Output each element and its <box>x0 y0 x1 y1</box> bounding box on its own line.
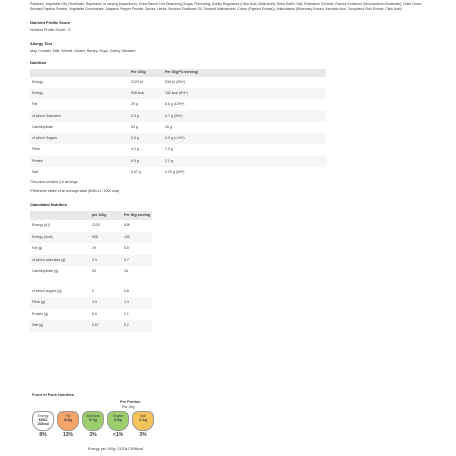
table-cell: Energy <box>30 88 129 99</box>
table-cell: 0.9 g (<1%*) <box>163 133 326 144</box>
fop-label: Saturates <box>85 414 101 418</box>
table-cell: of which Saturates <box>30 110 129 121</box>
table-cell: 508 <box>90 232 122 244</box>
table-row <box>30 122 326 133</box>
front-of-pack-panel <box>32 392 222 456</box>
table-cell: 0.67 <box>90 320 122 332</box>
table-row <box>30 286 152 298</box>
table-cell: 508 kcal <box>129 88 163 99</box>
table-cell: 1.3 <box>122 297 152 309</box>
table-cell: Energy <box>32 79 44 84</box>
fop-value: 0.6g <box>114 418 122 422</box>
table-cell: Fat (g) <box>32 246 43 251</box>
fop-label: Salt <box>140 414 146 418</box>
table-row <box>30 220 152 232</box>
table-cell: Fibre (g) <box>30 297 90 309</box>
product-info-page <box>30 2 432 332</box>
table-cell: Fibre <box>32 147 40 152</box>
fop-value: 8.8g <box>64 418 72 422</box>
front-of-pack-heading: Front of Pack Nutrition <box>32 392 75 397</box>
table-cell: 152 kcal (8%*) <box>163 88 326 99</box>
table-cell: of which Sugars <box>30 133 129 144</box>
nutrition-col-header: Per 100g <box>129 69 163 77</box>
table-cell: 4.3 <box>90 297 122 309</box>
allergy-heading: Allergy Text <box>30 40 52 46</box>
table-cell: 152 <box>122 232 152 244</box>
table-cell: 29 <box>92 246 96 251</box>
table-row <box>30 309 152 321</box>
table-cell: 1.3 g <box>165 147 173 152</box>
ingredients-text: Potatoes, Vegetable Oils (Sunflower, Rapeseed, in varying proportions), Extra Flamin' Hot Seasoning (Sugar, Flavouring, Acidity Regulators (Citric Acid, Malic Acid), Dried Garlic, Salt, Potassium Chloride, Flavour Enhancer (Monosodium Glutamate), Dried Onion, Smoked Paprika Powder, Vegetable Concentrate, Jalapeno Pepper Powder, Spices, Herbs, Smoked Sunflower Oil, Smoked Maltodextrin, Colour (Paprika Extract)), Antioxidants (Rosemary Extract, Ascorbic Acid, Tocopherol Rich Extract, Citric Acid). <box>30 2 423 11</box>
table-cell: 6.9 <box>92 311 97 316</box>
fop-value: 636kJ 152kcal <box>37 418 49 426</box>
table-cell: 0.7 <box>122 255 152 267</box>
table-cell: 0.7 g (3%*) <box>163 110 326 121</box>
calc-col-header: Per 30g serving <box>122 211 152 220</box>
fop-label: Sugars <box>112 414 124 418</box>
table-cell: 636 kJ (8%*) <box>165 79 186 84</box>
table-row <box>30 133 326 144</box>
calculated-table <box>30 211 152 332</box>
fop-value: 0.2g <box>139 418 147 422</box>
table-cell: Salt (g) <box>30 320 90 332</box>
fop-label: Energy <box>37 414 49 418</box>
fop-pct: 13% <box>57 432 79 438</box>
nutrient-profile-heading: Nutrient Profile Score <box>30 19 70 25</box>
table-row <box>30 255 152 267</box>
table-cell: 29 g <box>131 102 138 107</box>
table-cell: 6.9 g <box>129 156 163 167</box>
table-cell: 8.8 g (13%*) <box>165 102 185 107</box>
energy-per-100g-line: Energy per 100g: 2120kJ 508kcal <box>88 447 143 451</box>
table-row <box>30 110 326 121</box>
table-cell: 2.3 <box>90 255 122 267</box>
table-cell: 16 <box>124 269 128 274</box>
table-row <box>30 167 326 178</box>
table-cell: of which sugars (g) <box>32 288 62 293</box>
table-cell: Energy (kJ) <box>32 223 50 228</box>
table-row <box>30 77 326 88</box>
table-row <box>30 320 152 332</box>
table-cell: 8.8 <box>124 246 129 251</box>
fop-saturates <box>82 411 104 431</box>
table-cell: 2.3 g <box>129 110 163 121</box>
table-cell: 0.67 g <box>131 170 141 175</box>
table-cell: Fat <box>32 102 38 107</box>
table-cell: 0.6 <box>124 288 129 293</box>
allergy-text: May Contain: Milk, Wheat, Gluten, Barley, Soya, Celery, Mustard <box>30 48 136 53</box>
table-cell: Protein (g) <box>32 311 49 316</box>
nutrition-col-header: Per 30g(*% serving) <box>163 69 326 77</box>
fop-pct: <1% <box>107 432 129 438</box>
table-cell: 53 <box>92 269 96 274</box>
table-row <box>30 99 326 110</box>
fop-pct: 3% <box>132 432 154 438</box>
calc-col-header: per 100g <box>90 211 122 220</box>
table-cell: Protein <box>30 156 129 167</box>
table-row <box>30 266 152 278</box>
table-cell: 0.20 g (3%*) <box>165 170 185 175</box>
reference-note: *Reference intake of an average adult (8400 kJ / 2000 kcal) <box>30 188 120 193</box>
fop-value: 0.7g <box>89 418 97 422</box>
table-row <box>30 243 152 255</box>
table-cell: 2.9 g <box>129 133 163 144</box>
nutrient-profile-text: Nutrient Profile Score: -3 <box>30 27 71 32</box>
table-cell: Energy (kcal) <box>30 232 90 244</box>
calc-col-header <box>30 211 90 220</box>
table-cell: 636 <box>124 223 130 228</box>
table-row <box>30 297 152 309</box>
table-cell: 2.1 <box>124 311 129 316</box>
portion-size-label: Per 30g <box>122 405 135 409</box>
fop-energy <box>32 411 54 431</box>
table-cell: 4.3 g <box>131 147 139 152</box>
table-cell: Carbohydrate (g) <box>32 269 59 274</box>
table-row <box>30 156 326 167</box>
fop-pct: 3% <box>82 432 104 438</box>
servings-note: This pack contains 4-6 servings. <box>30 180 79 185</box>
nutrition-heading: Nutrition <box>30 59 47 65</box>
table-row <box>30 144 326 155</box>
table-row <box>30 88 326 99</box>
table-row <box>30 232 152 244</box>
fop-pct: 8% <box>32 432 54 438</box>
nutrition-table <box>30 69 326 179</box>
table-spacer <box>30 278 152 286</box>
table-cell: Salt <box>32 170 39 175</box>
fop-label: Fat <box>65 414 71 418</box>
table-cell: 2.1 g <box>163 156 326 167</box>
table-cell: of which saturates (g) <box>30 255 90 267</box>
table-cell: 0.2 <box>122 320 152 332</box>
calculated-heading: Calculated Nutrition <box>30 201 67 207</box>
table-cell: Carbohydrate <box>32 124 54 129</box>
fop-sugars <box>107 411 129 431</box>
table-cell: 2120 kJ <box>131 79 144 84</box>
fop-salt <box>132 411 154 431</box>
nutrition-col-header <box>30 69 129 77</box>
table-cell: 16 g <box>165 124 172 129</box>
table-cell: 2120 <box>92 223 100 228</box>
table-cell: 2 <box>92 288 94 293</box>
table-cell: 53 g <box>131 124 138 129</box>
portion-label: Per Portion <box>120 400 141 404</box>
fop-fat <box>57 411 79 431</box>
